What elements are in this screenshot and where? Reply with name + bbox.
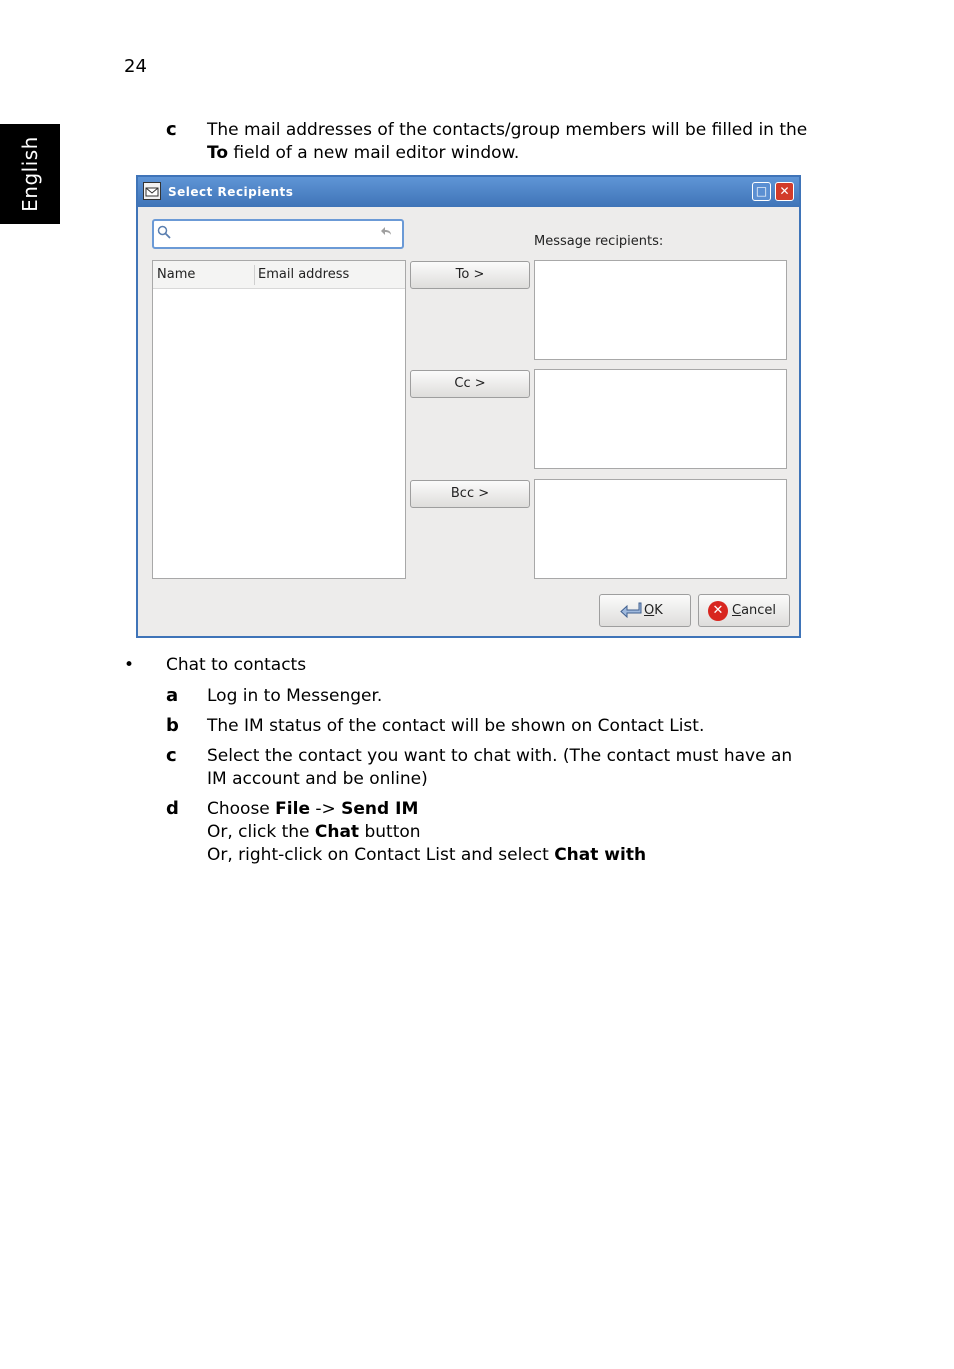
step-text-line [207, 844, 817, 867]
search-input[interactable] [176, 224, 372, 244]
step-text: Log in to Messenger. [207, 686, 383, 706]
step-text-line [207, 821, 817, 844]
bold-term: File [275, 799, 310, 819]
step-text [207, 798, 817, 867]
step-text-fragment: Or, right-click on Contact List and select [207, 845, 555, 865]
ok-label [644, 603, 663, 618]
cc-recipients-list[interactable] [534, 369, 787, 469]
ok-button[interactable] [599, 594, 691, 627]
step-text-line: IM account and be online) [207, 769, 428, 789]
bcc-recipients-list[interactable] [534, 479, 787, 579]
ok-label-rest: K [654, 603, 663, 618]
step-text-line: The mail addresses of the contacts/group members will be filled in the [207, 120, 808, 140]
add-to-button[interactable]: To > [410, 261, 530, 289]
bold-term: Send IM [341, 799, 419, 819]
clear-search-icon[interactable] [380, 225, 394, 243]
cancel-x-icon: ✕ [708, 601, 728, 621]
step-text-fragment: -> [309, 799, 342, 819]
search-field[interactable] [152, 219, 404, 249]
step-text-fragment: Choose [207, 799, 276, 819]
bullet-symbol: • [124, 655, 135, 675]
message-recipients-label: Message recipients: [534, 234, 664, 249]
bold-term: To [207, 143, 229, 163]
ok-arrow-icon [620, 601, 642, 624]
add-bcc-button[interactable]: Bcc > [410, 480, 530, 508]
step-text-line [207, 798, 817, 821]
dialog-titlebar[interactable] [138, 177, 799, 207]
step-letter: b [166, 715, 179, 736]
language-tab-label: English [18, 136, 42, 212]
step-text-fragment: button [359, 822, 421, 842]
step-text-line [207, 142, 817, 165]
ok-mnemonic: O [644, 603, 655, 618]
language-tab [0, 124, 60, 224]
step-text-fragment: Or, click the [207, 822, 315, 842]
cancel-button[interactable] [698, 594, 790, 627]
step-text-fragment: field of a new mail editor window. [228, 143, 520, 163]
search-icon [157, 225, 171, 243]
bold-term: Chat [314, 822, 360, 842]
step-letter: a [166, 685, 179, 706]
step-text: The IM status of the contact will be shown on Contact List. [207, 716, 705, 736]
cancel-label [732, 603, 776, 618]
step-text [207, 745, 817, 791]
contacts-list[interactable] [152, 260, 406, 579]
bullet-text: Chat to contacts [166, 655, 307, 675]
step-text-line: Select the contact you want to chat with. (The contact must have an [207, 746, 793, 766]
add-cc-button[interactable]: Cc > [410, 370, 530, 398]
cancel-label-rest: ancel [741, 603, 777, 618]
contacts-list-header [153, 261, 405, 289]
step-letter: c [166, 745, 177, 766]
to-recipients-list[interactable] [534, 260, 787, 360]
page-number: 24 [124, 56, 147, 77]
cancel-mnemonic: C [732, 603, 742, 618]
step-text [207, 119, 817, 165]
step-letter: c [166, 119, 177, 140]
close-button[interactable]: ✕ [775, 182, 794, 201]
bold-term: Chat with [554, 845, 647, 865]
mail-app-icon [143, 182, 161, 200]
step-letter: d [166, 798, 179, 819]
column-header-email[interactable]: Email address [258, 267, 350, 282]
column-header-name[interactable]: Name [157, 267, 196, 282]
maximize-button[interactable]: □ [752, 182, 771, 201]
dialog-title: Select Recipients [168, 185, 294, 199]
select-recipients-dialog [136, 175, 801, 638]
column-separator[interactable] [254, 265, 255, 285]
